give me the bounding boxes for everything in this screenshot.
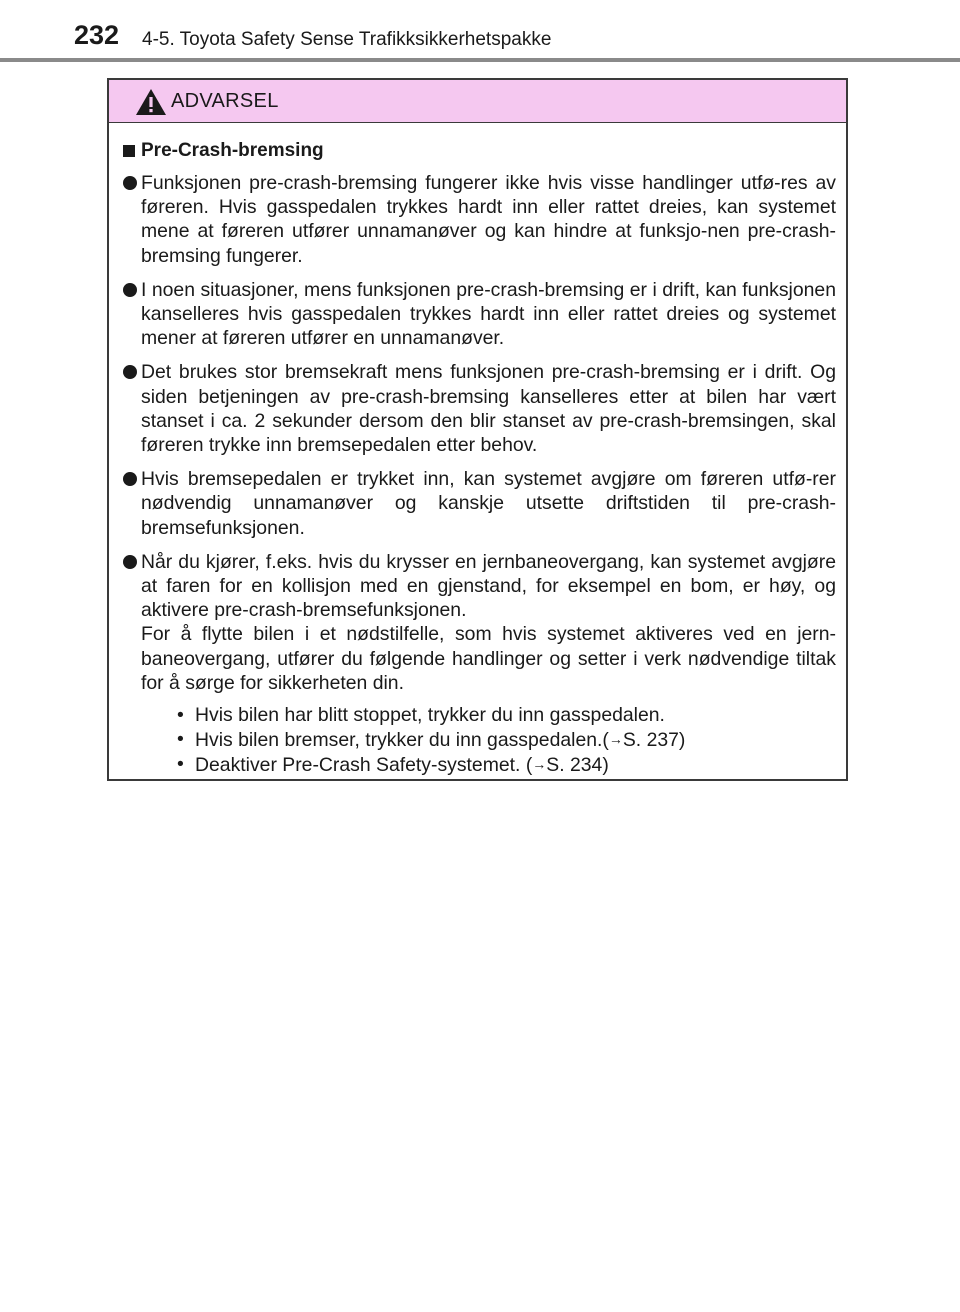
list-item [123,278,836,351]
paragraph: For å flytte bilen i et nødstilfelle, som hvis systemet aktiveres ved en jern-baneovergang, utfører du følgende handlinger og setter i verk nødvendige tiltak for å sørge for sikkerheten din. [141,623,836,694]
round-bullet-icon [123,472,137,486]
sub-list-text: Hvis bilen har blitt stoppet, trykker du inn gasspedalen. [195,704,665,727]
list-item-text: Det brukes stor bremsekraft mens funksjonen pre-crash-bremsing er i drift. Og siden betjeningen av pre-crash-bremsing kanselleres etter at bilen har vært stanset i ca. 2 sekunder dersom den blir stanset av pre-crash-bremsingen, skal føreren trykke inn bremsepedalen etter behov. [141,361,836,457]
sub-heading [123,139,836,163]
warning-body [109,123,846,777]
sub-heading-text: Pre-Crash-bremsing [141,140,324,161]
list-item-text [141,550,836,777]
sub-list-text: Hvis bilen bremser, trykker du inn gasspedalen.( [195,729,609,752]
sub-list-item [177,752,836,777]
list-item [123,360,836,457]
page-header [0,0,960,62]
round-bullet-icon [123,365,137,379]
square-bullet-icon [123,145,135,157]
page-reference: S. 237) [622,729,686,752]
page-number: 232 [74,20,120,50]
list-item-text: Hvis bremsepedalen er trykket inn, kan systemet avgjøre om føreren utfø-rer nødvendig unnamanøver og kanskje utsette driftstiden til pre-crash-bremsefunksjonen. [141,468,836,539]
sub-list-text: Deaktiver Pre-Crash Safety-systemet. ( [195,754,533,777]
bullet-glyph: • [177,728,184,751]
round-bullet-icon [123,283,137,297]
list-item [123,467,836,540]
bullet-glyph: • [177,704,184,727]
list-item [123,171,836,268]
sub-list [177,703,836,777]
warning-header [109,80,846,123]
list-item-text: I noen situasjoner, mens funksjonen pre-crash-bremsing er i drift, kan funksjonen kanselleres hvis gasspedalen trykkes hardt inn eller rattet dreies og systemet mener at føreren utfører en unnamanøver. [141,278,836,350]
header-rule [0,58,960,62]
paragraph: Når du kjører, f.eks. hvis du krysser en jernbaneovergang, kan systemet avgjøre at faren for en kollisjon med en gjenstand, for eksempel en bom, er høy, og aktivere pre-crash-bremsefunksjonen. [141,550,836,622]
round-bullet-icon [123,176,137,190]
warning-box [107,78,848,781]
round-bullet-icon [123,555,137,569]
warning-label: ADVARSEL [171,90,279,112]
arrow-right-icon: → [608,731,623,748]
arrow-right-icon: → [532,756,547,773]
list-item [123,550,836,777]
sub-list-item [177,703,836,727]
warning-triangle-icon [135,88,167,116]
section-title: 4-5. Toyota Safety Sense Trafikksikkerhetspakke [142,29,552,50]
sub-list-item [177,727,836,752]
bullet-glyph: • [177,753,184,776]
page-reference: S. 234) [546,754,609,777]
list-item-text: Funksjonen pre-crash-bremsing fungerer ikke hvis visse handlinger utfø-res av føreren. Hvis gasspedalen trykkes hardt inn eller rattet dreies, kan systemet mene at føreren utfører unnamanøver og kan hindre at funksjo-nen pre-crash-bremsing fungerer. [141,172,836,267]
